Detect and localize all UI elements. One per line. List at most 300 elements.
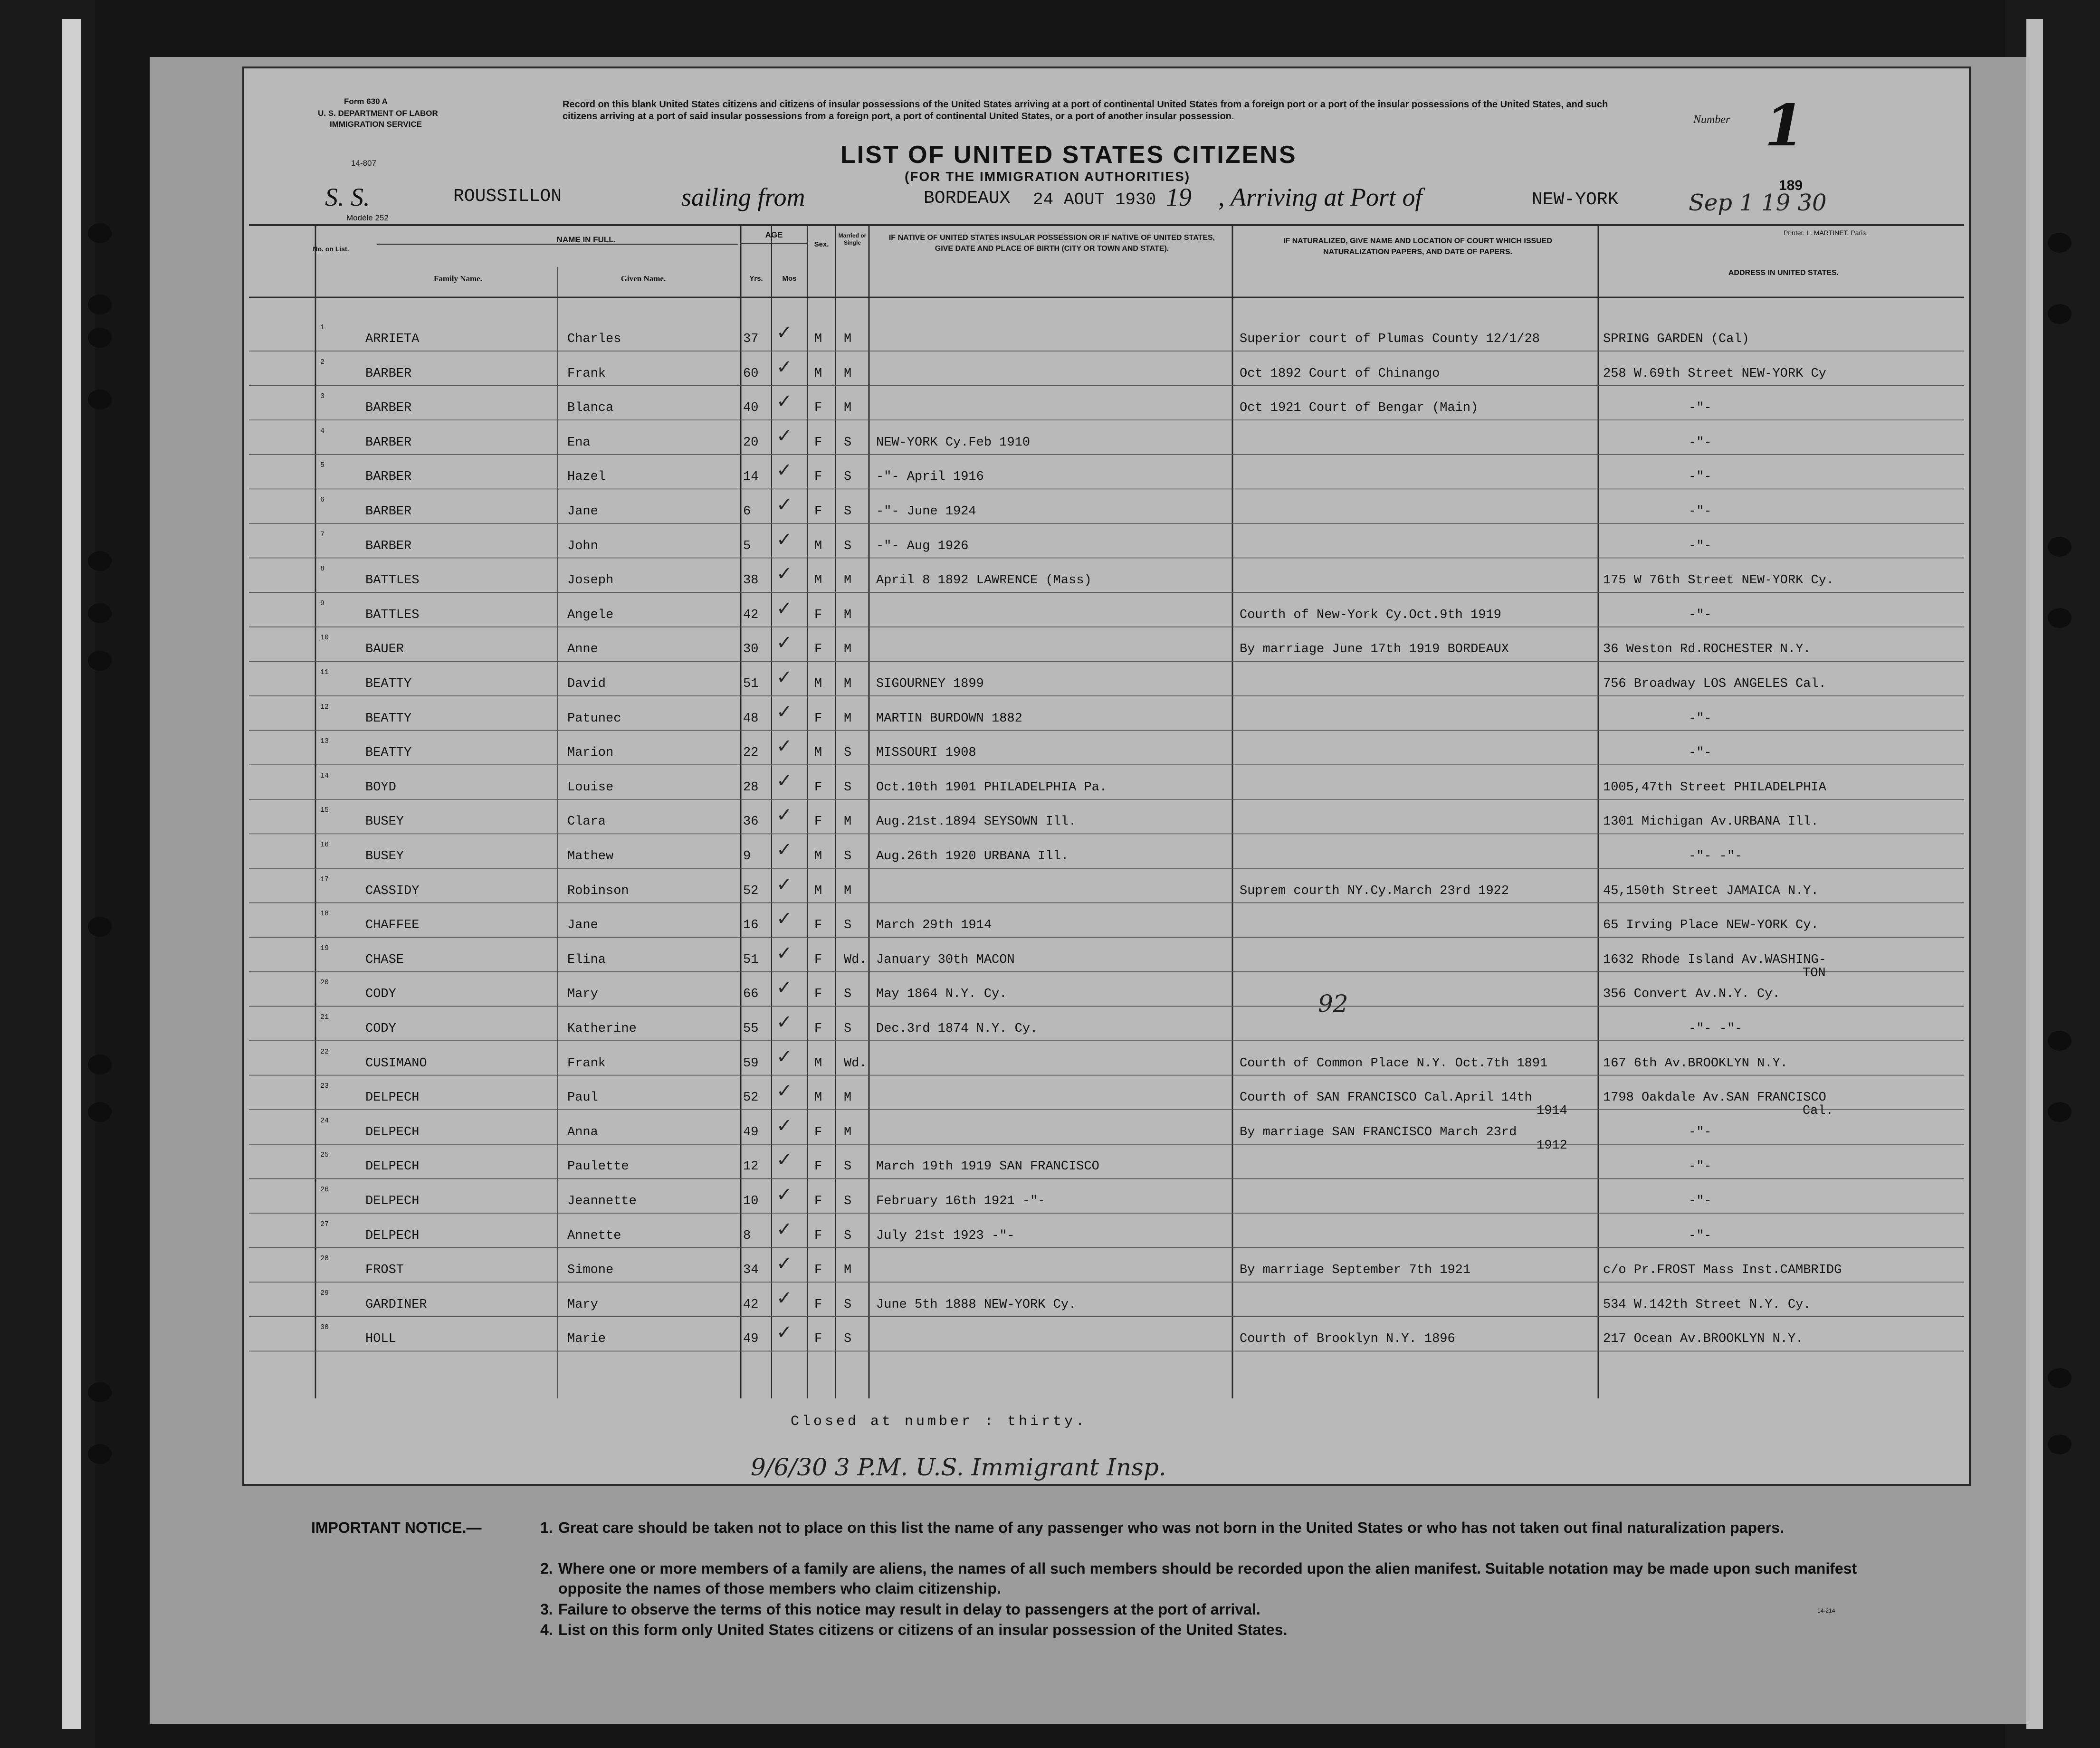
age-years: 38 — [743, 573, 759, 588]
row-number: 11 — [320, 668, 329, 676]
marital-status: M — [844, 711, 852, 726]
naturalization-court: By marriage June 17th 1919 BORDEAUX — [1240, 642, 1509, 657]
notice-item — [540, 1620, 1865, 1640]
naturalization-court: Suprem courth NY.Cy.March 23rd 1922 — [1240, 884, 1509, 898]
notice-heading: IMPORTANT NOTICE.— — [311, 1519, 482, 1536]
birth-place-date: Oct.10th 1901 PHILADELPHIA Pa. — [876, 780, 1107, 795]
punch-hole — [2048, 537, 2071, 557]
given-name: Frank — [567, 1056, 606, 1071]
us-address: 534 W.142th Street N.Y. Cy. — [1603, 1297, 1811, 1312]
marital-status: M — [844, 815, 852, 829]
service-label: IMMIGRATION SERVICE — [330, 120, 422, 129]
family-name: DELPECH — [365, 1159, 420, 1174]
inspector-signature: 9/6/30 3 P.M. U.S. Immigrant Insp. — [751, 1454, 1166, 1481]
punch-hole — [88, 328, 112, 348]
age-years: 42 — [743, 1297, 759, 1312]
notice-item-text: List on this form only United States citizens or citizens of an insular possession of the United States. — [558, 1621, 1288, 1638]
birth-place-date: March 29th 1914 — [876, 918, 992, 933]
us-address: -"- — [1689, 504, 1712, 519]
marital-status: Wd. — [844, 952, 867, 967]
row-number: 5 — [320, 461, 325, 470]
us-address: SPRING GARDEN (Cal) — [1603, 332, 1749, 346]
year-prefix: 19 — [1166, 183, 1192, 211]
given-name: Charles — [567, 332, 621, 346]
marital-status: S — [844, 504, 852, 519]
notice-code: 14-214 — [1817, 1607, 1835, 1614]
sex: F — [814, 401, 822, 416]
marital-status: S — [844, 987, 852, 1002]
sex: M — [814, 1091, 822, 1105]
sex: F — [814, 642, 822, 657]
form-number: Form 630 A — [344, 97, 388, 106]
sex: F — [814, 1194, 822, 1208]
age-years: 30 — [743, 642, 759, 657]
us-address: 65 Irving Place NEW-YORK Cy. — [1603, 918, 1819, 933]
check-mark-icon: ✓ — [776, 1045, 792, 1068]
check-mark-icon: ✓ — [776, 528, 792, 551]
check-mark-icon: ✓ — [776, 908, 792, 930]
marital-status: S — [844, 746, 852, 760]
us-address: -"- — [1689, 470, 1712, 484]
check-mark-icon: ✓ — [776, 666, 792, 688]
family-name: HOLL — [365, 1332, 396, 1347]
us-address: 167 6th Av.BROOKLYN N.Y. — [1603, 1056, 1788, 1071]
birth-place-date: May 1864 N.Y. Cy. — [876, 987, 1007, 1002]
family-name: BUSEY — [365, 849, 404, 864]
age-years: 9 — [743, 849, 751, 864]
marital-status: S — [844, 1194, 852, 1208]
row-number: 12 — [320, 703, 329, 711]
birth-place-date: June 5th 1888 NEW-YORK Cy. — [876, 1297, 1077, 1312]
given-name: Anne — [567, 642, 598, 657]
naturalization-court: By marriage SAN FRANCISCO March 23rd — [1240, 1125, 1517, 1140]
marital-status: S — [844, 539, 852, 553]
family-name: GARDINER — [365, 1297, 427, 1312]
age-years: 8 — [743, 1228, 751, 1243]
age-years: 37 — [743, 332, 759, 346]
naturalization-court: Courth of Brooklyn N.Y. 1896 — [1240, 1332, 1455, 1347]
check-mark-icon: ✓ — [776, 839, 792, 861]
row-number: 21 — [320, 1013, 329, 1021]
check-mark-icon: ✓ — [776, 1218, 792, 1240]
given-name: David — [567, 677, 606, 691]
check-mark-icon: ✓ — [776, 701, 792, 723]
us-address: 1798 Oakdale Av.SAN FRANCISCO — [1603, 1091, 1826, 1105]
marital-status: Wd. — [844, 1056, 867, 1071]
arrival-port: NEW-YORK — [1532, 190, 1619, 210]
check-mark-icon: ✓ — [776, 425, 792, 447]
row-number: 19 — [320, 944, 329, 952]
closing-note: Closed at number : thirty. — [791, 1414, 1088, 1430]
us-address: c/o Pr.FROST Mass Inst.CAMBRIDG — [1603, 1263, 1842, 1278]
us-address-cont: TON — [1803, 966, 1826, 980]
punch-hole — [2048, 233, 2071, 253]
col-header-given-name: Given Name. — [620, 274, 666, 283]
age-years: 51 — [743, 677, 759, 691]
age-years: 51 — [743, 952, 759, 967]
us-address: -"- — [1689, 1159, 1712, 1174]
naturalization-year: 1914 — [1537, 1104, 1567, 1119]
us-address: -"- — [1689, 1228, 1712, 1243]
marital-status: S — [844, 1332, 852, 1347]
check-mark-icon: ✓ — [776, 494, 792, 516]
check-mark-icon: ✓ — [776, 1114, 792, 1137]
age-years: 12 — [743, 1159, 759, 1174]
sex: F — [814, 1125, 822, 1140]
family-name: BARBER — [365, 504, 412, 519]
age-years: 66 — [743, 987, 759, 1002]
us-address: 756 Broadway LOS ANGELES Cal. — [1603, 677, 1826, 691]
row-number: 28 — [320, 1254, 329, 1263]
birth-place-date: MARTIN BURDOWN 1882 — [876, 711, 1022, 726]
col-header-months: Mos — [782, 275, 797, 283]
row-number: 8 — [320, 565, 325, 573]
age-years: 28 — [743, 780, 759, 795]
model-label: Modèle 252 — [346, 213, 389, 222]
marital-status: S — [844, 780, 852, 795]
row-number: 7 — [320, 530, 325, 539]
marital-status: M — [844, 366, 852, 381]
sex: M — [814, 884, 822, 898]
sailing-from-label: sailing from — [681, 183, 805, 211]
check-mark-icon: ✓ — [776, 632, 792, 654]
number-label: Number — [1693, 114, 1730, 126]
given-name: Mary — [567, 987, 598, 1002]
sex: F — [814, 1228, 822, 1243]
naturalization-court: Oct 1921 Court of Bengar (Main) — [1240, 401, 1479, 416]
family-name: BEATTY — [365, 677, 412, 691]
birth-place-date: -"- June 1924 — [876, 504, 976, 519]
given-name: Angele — [567, 608, 614, 622]
given-name: Paulette — [567, 1159, 629, 1174]
check-mark-icon: ✓ — [776, 977, 792, 999]
arriving-label: , Arriving at Port of — [1218, 183, 1422, 211]
given-name: Hazel — [567, 470, 606, 484]
family-name: FROST — [365, 1263, 404, 1278]
marital-status: S — [844, 1022, 852, 1036]
birth-place-date: Aug.26th 1920 URBANA Ill. — [876, 849, 1069, 864]
sex: M — [814, 746, 822, 760]
check-mark-icon: ✓ — [776, 1253, 792, 1275]
notice-item-text: Great care should be taken not to place on this list the name of any passenger who was not born in the United States or who has not taken out final naturalization papers. — [558, 1519, 1784, 1536]
family-name: BARBER — [365, 366, 412, 381]
check-mark-icon: ✓ — [776, 770, 792, 792]
row-number: 20 — [320, 978, 329, 987]
departure-port: BORDEAUX — [924, 188, 1011, 209]
birth-place-date: February 16th 1921 -"- — [876, 1194, 1046, 1208]
col-header-naturalized: IF NATURALIZED, GIVE NAME AND LOCATION OF COURT WHICH ISSUED NATURALIZATION PAPERS, AND DATE OF PAPERS. — [1283, 237, 1552, 256]
given-name: Ena — [567, 435, 591, 450]
row-number: 4 — [320, 427, 325, 435]
age-years: 49 — [743, 1332, 759, 1347]
given-name: Clara — [567, 815, 606, 829]
family-name: CUSIMANO — [365, 1056, 427, 1071]
family-name: BARBER — [365, 401, 412, 416]
marital-status: S — [844, 435, 852, 450]
marital-status: S — [844, 1297, 852, 1312]
given-name: Blanca — [567, 401, 614, 416]
row-number: 15 — [320, 806, 329, 815]
given-name: Anna — [567, 1125, 598, 1140]
family-name: BATTLES — [365, 608, 420, 622]
row-number: 16 — [320, 841, 329, 849]
sex: M — [814, 332, 822, 346]
birth-place-date: January 30th MACON — [876, 952, 1015, 967]
notice-item-text: Failure to observe the terms of this notice may result in delay to passengers at the port of arrival. — [558, 1601, 1260, 1618]
us-address: 258 W.69th Street NEW-YORK Cy — [1603, 366, 1826, 381]
row-number: 10 — [320, 634, 329, 642]
check-mark-icon: ✓ — [776, 597, 792, 619]
sex: F — [814, 504, 822, 519]
given-name: Annette — [567, 1228, 621, 1243]
given-name: Jeannette — [567, 1194, 637, 1208]
punch-hole — [88, 651, 112, 671]
us-address: -"- — [1689, 401, 1712, 416]
sex: F — [814, 470, 822, 484]
us-address: 1005,47th Street PHILADELPHIA — [1603, 780, 1826, 795]
col-header-married-single: Married or Single — [838, 232, 867, 246]
page-subtitle: (FOR THE IMMIGRATION AUTHORITIES) — [905, 169, 1191, 184]
punch-hole — [2048, 1368, 2071, 1388]
check-mark-icon: ✓ — [776, 1080, 792, 1102]
birth-place-date: -"- Aug 1926 — [876, 539, 969, 553]
family-name: CODY — [365, 987, 396, 1002]
row-number: 22 — [320, 1047, 329, 1056]
age-years: 52 — [743, 884, 759, 898]
us-address: -"- — [1689, 1125, 1712, 1140]
sex: M — [814, 849, 822, 864]
given-name: Frank — [567, 366, 606, 381]
given-name: Simone — [567, 1263, 614, 1278]
birth-place-date: Dec.3rd 1874 N.Y. Cy. — [876, 1022, 1038, 1036]
family-name: BARBER — [365, 539, 412, 553]
us-address: -"- — [1689, 539, 1712, 553]
col-header-family-name: Family Name. — [434, 274, 482, 283]
given-name: Patunec — [567, 711, 621, 726]
marital-status: M — [844, 884, 852, 898]
given-name: Jane — [567, 504, 598, 519]
birth-place-date: Aug.21st.1894 SEYSOWN Ill. — [876, 815, 1077, 829]
marital-status: M — [844, 608, 852, 622]
us-address: -"- — [1689, 608, 1712, 622]
row-number: 6 — [320, 496, 325, 504]
punch-hole — [88, 1054, 112, 1074]
row-number: 29 — [320, 1289, 329, 1297]
family-name: CHAFFEE — [365, 918, 420, 933]
sex: F — [814, 1022, 822, 1036]
row-number: 9 — [320, 599, 325, 608]
form-instructions: Record on this blank United States citizens and citizens of insular possessions of the United States arriving at a port of continental United States from a foreign port or a port of the insular possessions of the United States, and such citizens arriving at a port of said insular possessions from a foreign port, a port of continental United States, or a port of another insular possession. — [563, 99, 1608, 122]
row-number: 23 — [320, 1082, 329, 1091]
punch-hole — [88, 390, 112, 409]
check-mark-icon: ✓ — [776, 1011, 792, 1033]
punch-hole — [88, 1102, 112, 1122]
sex: F — [814, 608, 822, 622]
us-address: 175 W 76th Street NEW-YORK Cy. — [1603, 573, 1834, 588]
age-years: 10 — [743, 1194, 759, 1208]
punch-hole — [88, 1444, 112, 1464]
check-mark-icon: ✓ — [776, 1184, 792, 1206]
check-mark-icon: ✓ — [776, 390, 792, 413]
given-name: John — [567, 539, 598, 553]
notice-item-number: 1. — [540, 1519, 553, 1536]
check-mark-icon: ✓ — [776, 1287, 792, 1309]
family-name: BATTLES — [365, 573, 420, 588]
sex: M — [814, 573, 822, 588]
family-name: DELPECH — [365, 1194, 420, 1208]
age-years: 14 — [743, 470, 759, 484]
row-number: 24 — [320, 1116, 329, 1125]
birth-place-date: MISSOURI 1908 — [876, 746, 976, 760]
us-address: -"- — [1689, 711, 1712, 726]
check-mark-icon: ✓ — [776, 735, 792, 758]
col-header-birth: IF NATIVE OF UNITED STATES INSULAR POSSESSION OR IF NATIVE OF UNITED STATES, GIVE DATE AND PLACE OF BIRTH (CITY OR TOWN AND STATE). — [888, 234, 1215, 253]
us-address: 356 Convert Av.N.Y. Cy. — [1603, 987, 1780, 1002]
naturalization-court: Oct 1892 Court of Chinango — [1240, 366, 1440, 381]
punch-hole — [2048, 304, 2071, 324]
notice-item — [540, 1599, 1865, 1619]
us-address: -"- — [1689, 1194, 1712, 1208]
punch-hole — [88, 603, 112, 623]
check-mark-icon: ✓ — [776, 322, 792, 343]
age-years: 6 — [743, 504, 751, 519]
family-name: BUSEY — [365, 815, 404, 829]
sex: M — [814, 366, 822, 381]
family-name: BEATTY — [365, 711, 412, 726]
sex: F — [814, 1159, 822, 1174]
punch-hole — [88, 294, 112, 314]
age-years: 36 — [743, 815, 759, 829]
row-number: 14 — [320, 771, 329, 780]
punch-hole — [88, 551, 112, 571]
sex: F — [814, 1263, 822, 1278]
family-name: CASSIDY — [365, 884, 420, 898]
age-years: 34 — [743, 1263, 759, 1278]
given-name: Paul — [567, 1091, 598, 1105]
birth-place-date: -"- April 1916 — [876, 470, 984, 484]
notice-item-number: 2. — [540, 1560, 553, 1577]
age-years: 49 — [743, 1125, 759, 1140]
age-years: 59 — [743, 1056, 759, 1071]
age-years: 52 — [743, 1091, 759, 1105]
family-name: BARBER — [365, 435, 412, 450]
age-years: 42 — [743, 608, 759, 622]
punch-hole — [88, 917, 112, 937]
age-years: 5 — [743, 539, 751, 553]
form-code: 14-807 — [351, 159, 376, 168]
arrival-date-handwritten: Sep 1 19 30 — [1689, 190, 1827, 216]
family-name: DELPECH — [365, 1228, 420, 1243]
row-number: 27 — [320, 1220, 329, 1228]
marital-status: M — [844, 1091, 852, 1105]
marital-status: M — [844, 1125, 852, 1140]
marital-status: M — [844, 1263, 852, 1278]
us-address: -"- -"- — [1689, 1022, 1743, 1036]
sex: F — [814, 711, 822, 726]
sex: F — [814, 435, 822, 450]
notice-item — [540, 1518, 1865, 1538]
family-name: DELPECH — [365, 1125, 420, 1140]
given-name: Mathew — [567, 849, 614, 864]
left-film-edge — [0, 0, 95, 1748]
row-number: 13 — [320, 737, 329, 746]
family-name: CODY — [365, 1022, 396, 1036]
given-name: Katherine — [567, 1022, 637, 1036]
sex: F — [814, 1297, 822, 1312]
family-name: BOYD — [365, 780, 396, 795]
ship-name: ROUSSILLON — [453, 186, 562, 207]
col-header-age: AGE — [765, 230, 783, 239]
age-years: 20 — [743, 435, 759, 450]
sex: M — [814, 677, 822, 691]
sex: M — [814, 1056, 822, 1071]
notice-item-text: Where one or more members of a family are aliens, the names of all such members should be recorded upon the alien manifest. Suitable notation may be made upon such manifest opposite the names of those members who claim citizenship. — [558, 1560, 1857, 1597]
birth-place-date: NEW-YORK Cy.Feb 1910 — [876, 435, 1031, 450]
age-years: 40 — [743, 401, 759, 416]
col-header-years: Yrs. — [749, 275, 763, 283]
us-address: 45,150th Street JAMAICA N.Y. — [1603, 884, 1819, 898]
given-name: Marion — [567, 746, 614, 760]
age-years: 16 — [743, 918, 759, 933]
punch-hole — [2048, 608, 2071, 628]
punch-hole — [2048, 1434, 2071, 1454]
age-years: 48 — [743, 711, 759, 726]
given-name: Marie — [567, 1332, 606, 1347]
marital-status: M — [844, 332, 852, 346]
us-address: 1632 Rhode Island Av.WASHING- — [1603, 952, 1826, 967]
punch-hole — [2048, 1031, 2071, 1051]
age-years: 55 — [743, 1022, 759, 1036]
birth-place-date: July 21st 1923 -"- — [876, 1228, 1015, 1243]
us-address: 36 Weston Rd.ROCHESTER N.Y. — [1603, 642, 1811, 657]
marital-status: S — [844, 1159, 852, 1174]
us-address: -"- -"- — [1689, 849, 1743, 864]
marital-status: M — [844, 401, 852, 416]
sex: F — [814, 1332, 822, 1347]
us-address: -"- — [1689, 435, 1712, 450]
marital-status: S — [844, 1228, 852, 1243]
naturalization-court: Courth of Common Place N.Y. Oct.7th 1891 — [1240, 1056, 1548, 1071]
col-header-no: No. on List. — [313, 245, 349, 253]
us-address: 217 Ocean Av.BROOKLYN N.Y. — [1603, 1332, 1804, 1347]
given-name: Robinson — [567, 884, 629, 898]
family-name: BARBER — [365, 470, 412, 484]
family-name: ARRIETA — [365, 332, 420, 346]
ss-label: S. S. — [325, 183, 370, 211]
sex: F — [814, 952, 822, 967]
row-number: 3 — [320, 392, 325, 401]
given-name: Louise — [567, 780, 614, 795]
punch-hole — [88, 1382, 112, 1402]
printer-credit: Printer. L. MARTINET, Paris. — [1784, 229, 1868, 237]
row-number: 17 — [320, 875, 329, 884]
naturalization-court: By marriage September 7th 1921 — [1240, 1263, 1471, 1278]
sex: F — [814, 815, 822, 829]
punch-hole — [2048, 1102, 2071, 1122]
given-name: Mary — [567, 1297, 598, 1312]
check-mark-icon: ✓ — [776, 459, 792, 482]
naturalization-court: Courth of SAN FRANCISCO Cal.April 14th — [1240, 1091, 1532, 1105]
age-years: 60 — [743, 366, 759, 381]
notice-item — [540, 1558, 1865, 1598]
family-name: CHASE — [365, 952, 404, 967]
marital-status: S — [844, 918, 852, 933]
sex: F — [814, 780, 822, 795]
sex: F — [814, 987, 822, 1002]
check-mark-icon: ✓ — [776, 356, 792, 378]
page-title: LIST OF UNITED STATES CITIZENS — [840, 141, 1297, 169]
marital-status: M — [844, 573, 852, 588]
